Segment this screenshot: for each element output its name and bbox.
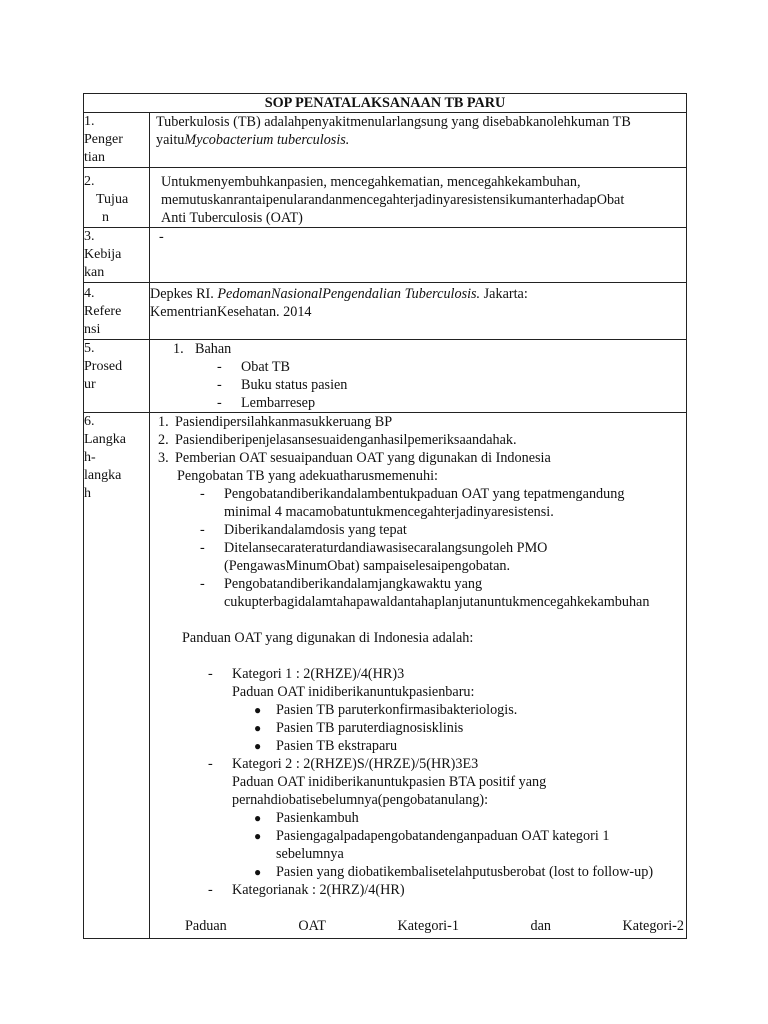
spacer	[158, 899, 686, 917]
requirement-text: Pengobatandiberikandalambentukpaduan OAT yang tepatmengandung	[224, 486, 625, 502]
row-langkah	[84, 413, 687, 939]
row-label-part: Langka	[84, 432, 126, 447]
list-number: 1.	[158, 414, 169, 430]
row-label-part: n	[102, 210, 109, 225]
kategori-anak-title	[158, 881, 686, 899]
dash-marker: -	[217, 359, 222, 375]
panduan-intro: Panduan OAT yang digunakan di Indonesia adalah:	[182, 630, 474, 646]
bullet-icon: ●	[254, 703, 262, 717]
requirement-item	[158, 485, 686, 503]
row-referensi	[84, 283, 687, 340]
row-label-part: tian	[84, 150, 105, 165]
kategori-2-title	[158, 755, 686, 773]
requirement-item	[158, 521, 686, 539]
requirement-text: Ditelansecarateraturdandiawasisecaralangsungoleh PMO	[224, 540, 548, 556]
row-label-part: Tujua	[96, 192, 129, 207]
row-number: 5.	[84, 341, 95, 356]
referensi-line: KementrianKesehatan. 2014	[150, 304, 312, 320]
dash-marker: -	[217, 377, 222, 393]
row-label-part: h-	[84, 450, 96, 465]
row-label-langkah	[84, 413, 150, 939]
bullet-text: Pasien yang diobatikembalisetelahputusberobat (lost to follow-up)	[276, 864, 654, 880]
row-pengertian	[84, 113, 687, 168]
kategori-label: Kategori 1 : 2(RHZE)/4(HR)3	[232, 666, 405, 682]
kategori-2-bullet	[158, 863, 686, 881]
row-tujuan	[84, 168, 687, 228]
kategori-1-title	[158, 665, 686, 683]
row-kebijakan	[84, 228, 687, 283]
dash-marker: -	[200, 522, 205, 538]
tujuan-line: Untukmenyembuhkanpasien, mencegahkematian, mencegahkekambuhan,	[161, 174, 581, 190]
dash-marker: -	[200, 486, 205, 502]
requirement-text: Pengobatandiberikandalamjangkawaktu yang	[224, 576, 483, 592]
referensi-text: Jakarta:	[480, 286, 528, 302]
spacer	[158, 647, 686, 665]
tujuan-line: memutuskanrantaipenularandanmencegahterjadinyaresistensikumanterhadapObat	[161, 192, 625, 208]
kategori-1-bullet	[158, 737, 686, 755]
bullet-cont: sebelumnya	[276, 846, 344, 862]
row-number: 1.	[84, 114, 95, 129]
prosedur-subitem	[150, 394, 686, 412]
bullet-icon: ●	[254, 721, 262, 735]
kebijakan-text: -	[159, 229, 164, 245]
referensi-line	[150, 285, 686, 303]
kategori-2-desc: pernahdiobatisebelumnya(pengobatanulang):	[232, 792, 489, 808]
requirement-cont: minimal 4 macamobatuntukmencegahterjadinyaresistensi.	[224, 504, 554, 520]
prosedur-item	[150, 340, 686, 358]
pengobatan-intro: Pengobatan TB yang adekuatharusmemenuhi:	[177, 468, 438, 484]
list-number: 2.	[158, 432, 169, 448]
row-label-part: kan	[84, 265, 105, 280]
row-label-part: ur	[84, 377, 96, 392]
kategori-label: Kategorianak : 2(HRZ)/4(HR)	[232, 882, 405, 898]
bullet-text: Pasien TB paruterdiagnosisklinis	[276, 720, 464, 736]
subitem-label: Obat TB	[241, 359, 290, 375]
pengertian-line	[156, 131, 686, 149]
row-number: 6.	[84, 414, 95, 429]
referensi-title: PedomanNasionalPengendalian Tuberculosis.	[217, 286, 481, 302]
dash-marker: -	[217, 395, 222, 411]
bullet-icon: ●	[254, 865, 262, 879]
bullet-icon: ●	[254, 811, 262, 825]
row-label-part: Penger	[84, 132, 123, 147]
row-number: 3.	[84, 229, 95, 244]
subitem-label: Buku status pasien	[241, 377, 348, 393]
bullet-text: Pasien TB ekstraparu	[276, 738, 398, 754]
kategori-2-desc: Paduan OAT inidiberikanuntukpasien BTA positif yang	[232, 774, 547, 790]
row-number: 2.	[84, 174, 95, 189]
footer-word: dan	[530, 918, 551, 934]
dash-marker: -	[200, 576, 205, 592]
prosedur-content	[150, 340, 687, 413]
bullet-icon: ●	[254, 829, 262, 843]
step-text: Pemberian OAT sesuaipanduan OAT yang digunakan di Indonesia	[175, 450, 551, 466]
prosedur-subitem	[150, 358, 686, 376]
tujuan-content	[150, 168, 687, 228]
row-label-part: Kebija	[84, 247, 122, 262]
dash-marker: -	[208, 666, 213, 682]
bullet-text: Pasienkambuh	[276, 810, 359, 826]
row-label-tujuan	[84, 168, 150, 228]
requirement-item	[158, 575, 686, 593]
footer-justified-line	[158, 917, 686, 935]
referensi-text: Depkes RI.	[150, 286, 218, 302]
spacer	[158, 611, 686, 629]
kategori-1-bullet	[158, 701, 686, 719]
row-label-part: Refere	[84, 304, 122, 319]
footer-word: OAT	[298, 918, 326, 934]
bullet-text: Pasien TB paruterkonfirmasibakteriologis.	[276, 702, 518, 718]
kategori-1-bullet	[158, 719, 686, 737]
requirement-cont: cukupterbagidalamtahapawaldantahaplanjutanuntukmencegahkekambuhan	[224, 594, 650, 610]
pengertian-line: Tuberkulosis (TB) adalahpenyakitmenularlangsung yang disebabkanolehkuman TB	[156, 114, 631, 130]
list-number: 1.	[173, 341, 184, 357]
requirement-text: Diberikandalamdosis yang tepat	[224, 522, 407, 538]
referensi-content	[150, 283, 687, 340]
footer-word: Kategori-1	[397, 918, 459, 934]
subitem-label: Lembarresep	[241, 395, 316, 411]
pengertian-text: yaitu	[156, 132, 185, 148]
dash-marker: -	[200, 540, 205, 556]
document-title: SOP PENATALAKSANAAN TB PARU	[84, 94, 687, 113]
row-label-kebijakan	[84, 228, 150, 283]
prosedur-subitem	[150, 376, 686, 394]
step-text: Pasiendipersilahkanmasukkeruang BP	[175, 414, 393, 430]
step-item	[158, 431, 686, 449]
row-label-part: nsi	[84, 322, 101, 337]
step-item	[158, 449, 686, 467]
kebijakan-content	[150, 228, 687, 283]
kategori-1-desc: Paduan OAT inidiberikanuntukpasienbaru:	[232, 684, 475, 700]
row-label-part: h	[84, 486, 91, 501]
list-number: 3.	[158, 450, 169, 466]
footer-word: Paduan	[185, 918, 227, 934]
sop-table	[83, 93, 687, 939]
bullet-icon: ●	[254, 739, 262, 753]
requirement-item	[158, 539, 686, 557]
row-number: 4.	[84, 286, 95, 301]
row-label-part: langka	[84, 468, 122, 483]
dash-marker: -	[208, 756, 213, 772]
langkah-content	[150, 413, 687, 939]
kategori-2-bullet	[158, 827, 686, 845]
row-label-prosedur	[84, 340, 150, 413]
bullet-text: Pasiengagalpadapengobatandenganpaduan OAT kategori 1	[276, 828, 610, 844]
pengertian-content	[150, 113, 687, 168]
species-name: Mycobacterium tuberculosis.	[184, 132, 350, 148]
step-text: Pasiendiberipenjelasansesuaidenganhasilpemeriksaandahak.	[175, 432, 517, 448]
prosedur-item-label: Bahan	[195, 341, 232, 357]
requirement-cont: (PengawasMinumObat) sampaiselesaipengobatan.	[224, 558, 511, 574]
row-label-pengertian	[84, 113, 150, 168]
step-item	[158, 413, 686, 431]
kategori-label: Kategori 2 : 2(RHZE)S/(HRZE)/5(HR)3E3	[232, 756, 479, 772]
title-row	[84, 94, 687, 113]
row-label-referensi	[84, 283, 150, 340]
row-label-part: Prosed	[84, 359, 123, 374]
tujuan-line: Anti Tuberculosis (OAT)	[161, 210, 303, 226]
dash-marker: -	[208, 882, 213, 898]
row-prosedur	[84, 340, 687, 413]
kategori-2-bullet	[158, 809, 686, 827]
footer-word: Kategori-2	[622, 918, 684, 934]
